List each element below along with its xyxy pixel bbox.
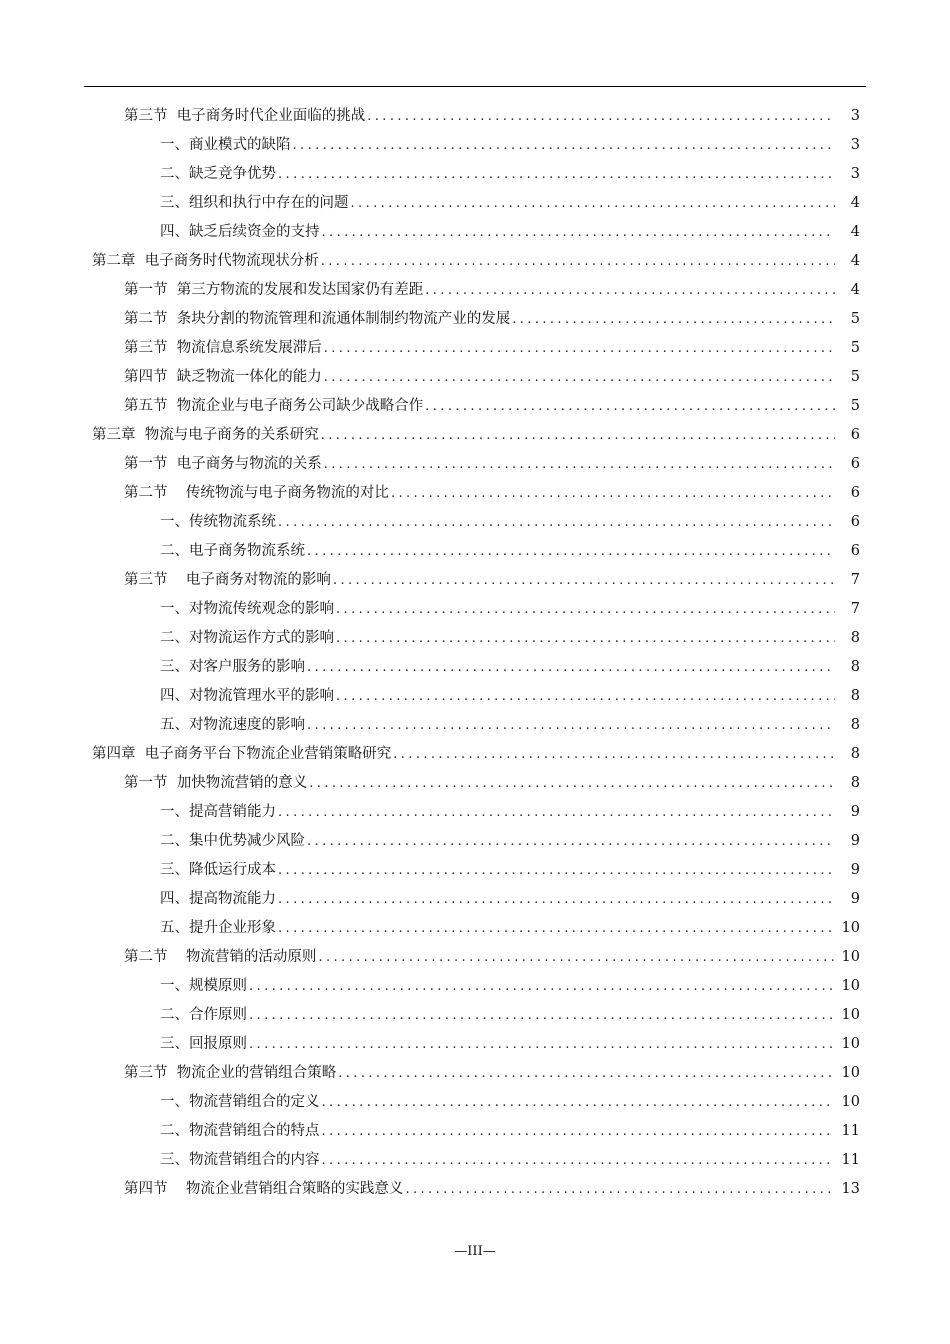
toc-dot-leader <box>391 479 835 508</box>
toc-entry[interactable] <box>0 711 950 740</box>
toc-entry-page: 3 <box>850 166 860 182</box>
toc-entry[interactable] <box>0 856 950 885</box>
toc-dot-leader <box>293 131 836 160</box>
toc-dot-leader <box>278 798 835 827</box>
toc-entry[interactable] <box>0 479 950 508</box>
toc-dot-leader <box>324 450 835 479</box>
toc-dot-leader <box>512 305 835 334</box>
toc-entry-page: 8 <box>850 717 860 733</box>
toc-entry-page: 10 <box>841 1065 860 1081</box>
page-number: —III— <box>454 1244 496 1259</box>
toc-entry-title: 第三节 物流企业的营销组合策略 <box>124 1065 337 1081</box>
toc-entry[interactable] <box>0 1030 950 1059</box>
toc-dot-leader <box>351 189 836 218</box>
toc-entry[interactable] <box>0 276 950 305</box>
toc-entry-title: 第五节 物流企业与电子商务公司缺少战略合作 <box>124 398 424 414</box>
toc-entry[interactable] <box>0 653 950 682</box>
toc-dot-leader <box>425 392 835 421</box>
toc-entry-title: 第三节 电子商务时代企业面临的挑战 <box>124 108 366 124</box>
toc-entry[interactable] <box>0 334 950 363</box>
toc-entry-title: 五、提升企业形象 <box>160 920 276 936</box>
toc-entry[interactable] <box>0 566 950 595</box>
toc-dot-leader <box>324 334 835 363</box>
toc-entry-page: 8 <box>850 746 860 762</box>
toc-dot-leader <box>307 827 835 856</box>
toc-entry-page: 6 <box>850 543 860 559</box>
toc-entry-page: 8 <box>850 630 860 646</box>
toc-entry-page: 9 <box>850 862 860 878</box>
toc-dot-leader <box>322 1146 836 1175</box>
toc-entry-page: 4 <box>850 224 860 240</box>
toc-dot-leader <box>393 740 835 769</box>
toc-entry-title: 三、物流营销组合的内容 <box>160 1152 320 1168</box>
toc-dot-leader <box>278 914 835 943</box>
toc-dot-leader <box>336 595 835 624</box>
toc-entry-page: 8 <box>850 688 860 704</box>
toc-entry-title: 一、物流营销组合的定义 <box>160 1094 320 1110</box>
toc-entry-page: 7 <box>850 601 860 617</box>
toc-entry-title: 二、合作原则 <box>160 1007 247 1023</box>
toc-entry-title: 第三节 电子商务对物流的影响 <box>124 572 331 588</box>
toc-entry-page: 6 <box>850 514 860 530</box>
toc-dot-leader <box>336 624 835 653</box>
toc-entry[interactable] <box>0 885 950 914</box>
toc-entry[interactable] <box>0 363 950 392</box>
toc-entry[interactable] <box>0 769 950 798</box>
toc-entry[interactable] <box>0 508 950 537</box>
toc-entry[interactable] <box>0 798 950 827</box>
toc-entry-page: 4 <box>850 253 860 269</box>
toc-entry-page: 10 <box>841 949 860 965</box>
toc-entry[interactable] <box>0 392 950 421</box>
table-of-contents <box>0 102 950 1204</box>
toc-entry-page: 6 <box>850 427 860 443</box>
toc-entry[interactable] <box>0 943 950 972</box>
toc-dot-leader <box>333 566 835 595</box>
toc-entry[interactable] <box>0 595 950 624</box>
toc-entry[interactable] <box>0 102 950 131</box>
toc-entry-title: 四、对物流管理水平的影响 <box>160 688 334 704</box>
toc-dot-leader <box>249 1030 835 1059</box>
toc-entry-page: 10 <box>841 1036 860 1052</box>
toc-entry-title: 二、集中优势减少风险 <box>160 833 305 849</box>
toc-entry-title: 二、电子商务物流系统 <box>160 543 305 559</box>
toc-entry-title: 三、回报原则 <box>160 1036 247 1052</box>
toc-dot-leader <box>307 537 835 566</box>
toc-entry-title: 第三节 物流信息系统发展滞后 <box>124 340 322 356</box>
toc-entry-title: 三、降低运行成本 <box>160 862 276 878</box>
toc-entry[interactable] <box>0 1146 950 1175</box>
toc-entry-title: 三、组织和执行中存在的问题 <box>160 195 349 211</box>
toc-entry-title: 第二节 条块分割的物流管理和流通体制制约物流产业的发展 <box>124 311 511 327</box>
toc-entry[interactable] <box>0 914 950 943</box>
toc-dot-leader <box>336 682 835 711</box>
toc-entry-page: 9 <box>850 804 860 820</box>
toc-entry-page: 11 <box>841 1152 860 1168</box>
toc-entry[interactable] <box>0 305 950 334</box>
toc-entry-title: 四、缺乏后续资金的支持 <box>160 224 320 240</box>
toc-entry-title: 第二节 物流营销的活动原则 <box>124 949 317 965</box>
toc-entry[interactable] <box>0 624 950 653</box>
toc-entry-page: 10 <box>841 920 860 936</box>
toc-entry[interactable] <box>0 740 950 769</box>
toc-entry-page: 10 <box>841 978 860 994</box>
toc-entry[interactable] <box>0 450 950 479</box>
toc-entry-page: 5 <box>850 369 860 385</box>
toc-entry-title: 五、对物流速度的影响 <box>160 717 305 733</box>
toc-entry-title: 第四节 缺乏物流一体化的能力 <box>124 369 322 385</box>
toc-entry[interactable] <box>0 827 950 856</box>
toc-dot-leader <box>278 885 835 914</box>
toc-dot-leader <box>278 160 835 189</box>
toc-entry-title: 第四节 物流企业营销组合策略的实践意义 <box>124 1181 404 1197</box>
toc-dot-leader <box>425 276 835 305</box>
toc-entry-page: 8 <box>850 775 860 791</box>
toc-entry-title: 第四章 电子商务平台下物流企业营销策略研究 <box>92 746 392 762</box>
toc-dot-leader <box>278 856 835 885</box>
toc-entry-page: 13 <box>841 1181 860 1197</box>
toc-entry-title: 一、规模原则 <box>160 978 247 994</box>
toc-entry-page: 3 <box>850 137 860 153</box>
toc-entry-title: 一、商业模式的缺陷 <box>160 137 291 153</box>
toc-entry[interactable] <box>0 1117 950 1146</box>
toc-entry-page: 9 <box>850 833 860 849</box>
toc-dot-leader <box>321 421 835 450</box>
toc-dot-leader <box>309 769 835 798</box>
toc-entry[interactable] <box>0 1088 950 1117</box>
toc-entry-title: 第二节 传统物流与电子商务物流的对比 <box>124 485 389 501</box>
toc-entry-title: 四、提高物流能力 <box>160 891 276 907</box>
toc-entry-title: 二、缺乏竞争优势 <box>160 166 276 182</box>
toc-entry-page: 10 <box>841 1007 860 1023</box>
toc-entry-page: 11 <box>841 1123 860 1139</box>
toc-entry[interactable] <box>0 189 950 218</box>
toc-entry[interactable] <box>0 1059 950 1088</box>
toc-entry-title: 二、对物流运作方式的影响 <box>160 630 334 646</box>
toc-dot-leader <box>338 1059 835 1088</box>
toc-entry[interactable] <box>0 972 950 1001</box>
toc-dot-leader <box>324 363 835 392</box>
toc-entry-page: 4 <box>850 282 860 298</box>
toc-dot-leader <box>322 1088 836 1117</box>
toc-entry[interactable] <box>0 160 950 189</box>
toc-entry-page: 8 <box>850 659 860 675</box>
toc-entry[interactable] <box>0 421 950 450</box>
toc-entry-page: 7 <box>850 572 860 588</box>
toc-dot-leader <box>367 102 835 131</box>
toc-dot-leader <box>249 972 835 1001</box>
toc-dot-leader <box>307 711 835 740</box>
toc-dot-leader <box>307 653 835 682</box>
toc-entry-title: 一、提高营销能力 <box>160 804 276 820</box>
toc-entry-title: 第三章 物流与电子商务的关系研究 <box>92 427 319 443</box>
toc-entry-title: 三、对客户服务的影响 <box>160 659 305 675</box>
toc-entry-title: 第二章 电子商务时代物流现状分析 <box>92 253 319 269</box>
toc-entry-page: 10 <box>841 1094 860 1110</box>
toc-entry[interactable] <box>0 537 950 566</box>
toc-entry-page: 5 <box>850 311 860 327</box>
toc-dot-leader <box>322 1117 836 1146</box>
toc-dot-leader <box>249 1001 835 1030</box>
toc-entry-page: 9 <box>850 891 860 907</box>
toc-entry-page: 6 <box>850 485 860 501</box>
toc-dot-leader <box>321 247 835 276</box>
toc-entry-title: 第一节 第三方物流的发展和发达国家仍有差距 <box>124 282 424 298</box>
toc-dot-leader <box>318 943 835 972</box>
toc-entry-title: 第一节 加快物流营销的意义 <box>124 775 308 791</box>
toc-dot-leader <box>322 218 836 247</box>
toc-dot-leader <box>405 1175 835 1204</box>
toc-entry-page: 6 <box>850 456 860 472</box>
toc-entry[interactable] <box>0 682 950 711</box>
header-rule <box>84 86 866 87</box>
toc-entry[interactable] <box>0 218 950 247</box>
toc-entry-page: 4 <box>850 195 860 211</box>
toc-entry[interactable] <box>0 247 950 276</box>
toc-entry-page: 5 <box>850 398 860 414</box>
toc-dot-leader <box>278 508 835 537</box>
toc-entry[interactable] <box>0 131 950 160</box>
toc-entry-title: 一、传统物流系统 <box>160 514 276 530</box>
toc-entry-title: 第一节 电子商务与物流的关系 <box>124 456 322 472</box>
toc-entry-title: 二、物流营销组合的特点 <box>160 1123 320 1139</box>
toc-entry[interactable] <box>0 1001 950 1030</box>
toc-entry-page: 3 <box>850 108 860 124</box>
toc-entry-page: 5 <box>850 340 860 356</box>
toc-entry[interactable] <box>0 1175 950 1204</box>
toc-entry-title: 一、对物流传统观念的影响 <box>160 601 334 617</box>
